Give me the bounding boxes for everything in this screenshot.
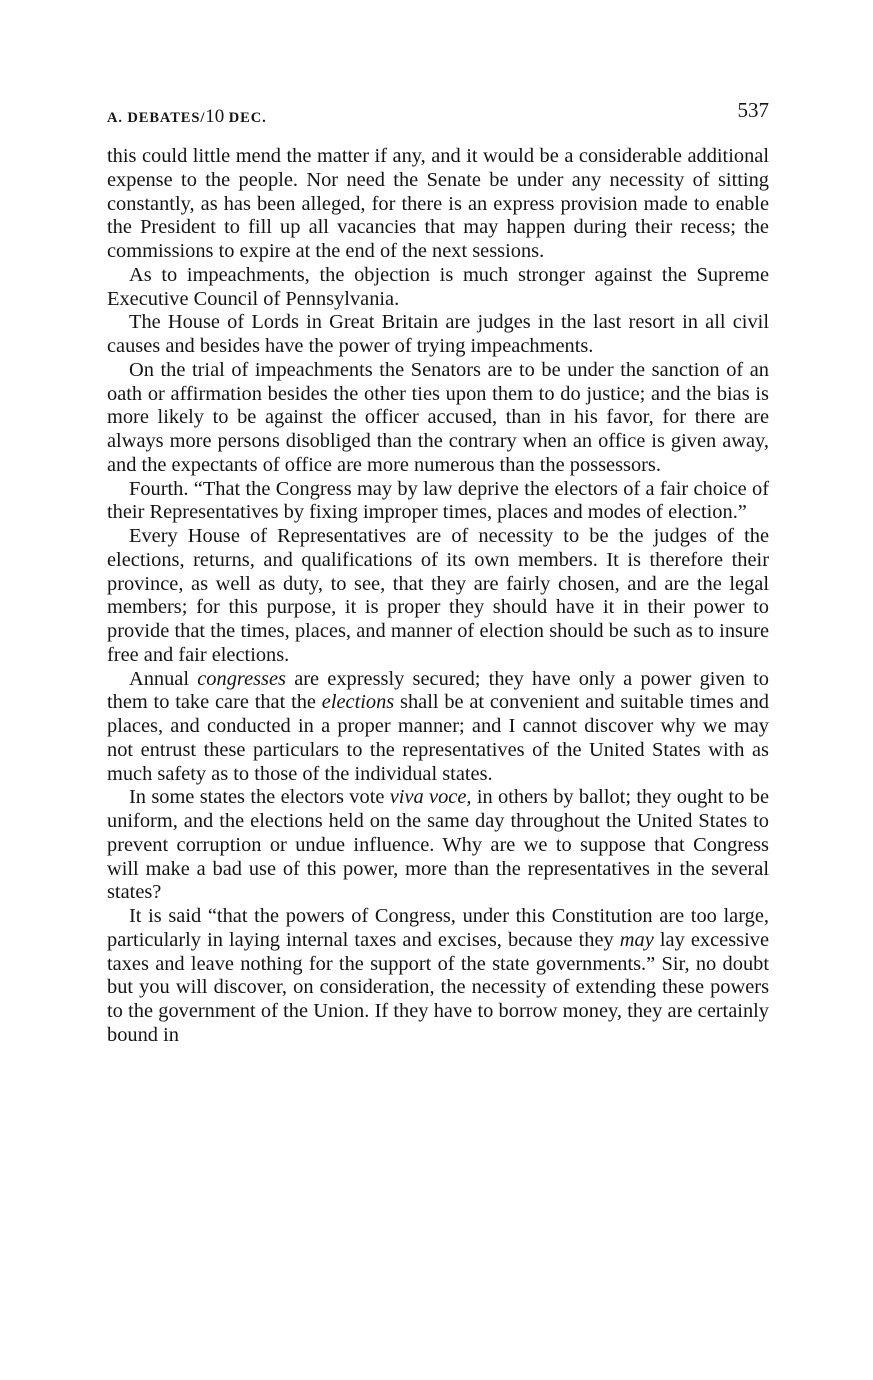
- section-number: 10: [205, 106, 225, 127]
- body-text: [107, 145, 769, 1048]
- paragraph-9: [107, 905, 769, 1048]
- paragraph-8-italic-viva-voce: viva voce,: [389, 786, 472, 809]
- paragraph-6: Every House of Representatives are of necessity to be the judges of the elections, returns, and qualifications of its own members. It is therefore their province, as well as duty, to see, that they are fairly chosen, and are the legal members; for this purpose, it is proper they should have it in their power to provide that the times, places, and manner of election should be such as to insure free and fair elections.: [107, 525, 769, 666]
- page-number: 537: [737, 98, 769, 122]
- paragraph-7-part-c: are expressly secured; they have only a power given to them to take care that the: [107, 667, 769, 714]
- running-head: [107, 98, 769, 128]
- section-prefix: A. DEBATES/: [107, 110, 206, 126]
- paragraph-9-part-a: It is said “that the powers of Congress, under this Constitution are too large, particularly in laying internal taxes and excises, because they: [107, 905, 769, 951]
- paragraph-8-part-a: In some states the electors vote: [129, 786, 390, 809]
- section-suffix: DEC.: [224, 110, 267, 126]
- paragraph-9-part-c: lay excessive taxes and leave nothing for the support of the state governments.” Sir, no doubt but you will discover, on consideration, the necessity of extending these powers to the government of the Union. If they have to borrow money, they are certainly bound in: [107, 928, 769, 1046]
- paragraph-7: [107, 668, 769, 787]
- paragraph-7-italic-congresses: congresses: [197, 667, 286, 690]
- paragraph-1: this could little mend the matter if any, and it would be a considerable additional expense to the people. Nor need the Senate be under any necessity of sitting constantly, as has been alleged, for there is an express provision made to enable the President to fill up all vacancies that may happen during their recess; the commissions to expire at the end of the next sessions.: [107, 145, 769, 262]
- paragraph-4: On the trial of impeachments the Senators are to be under the sanction of an oath or affirmation besides the other ties upon them to do justice; and the bias is more likely to be against the officer accused, than in his favor, for there are always more persons disobliged than the contrary when an office is given away, and the expectants of office are more numerous than the possessors.: [107, 358, 769, 476]
- paragraph-8-part-c: in others by ballot; they ought to be uniform, and the elections held on the same day throughout the United States to prevent corruption or undue influence. Why are we to suppose that Congress will make a bad use of this power, more than the representatives in the several states?: [107, 786, 769, 904]
- paragraph-2: As to impeachments, the objection is much stronger against the Supreme Executive Council of Pennsylvania.: [107, 263, 769, 310]
- paragraph-8: [107, 786, 769, 905]
- paragraph-9-italic-may: may: [619, 928, 654, 951]
- paragraph-7-part-e: shall be at convenient and suitable times and places, and conducted in a proper manner; and I cannot discover why we may not entrust these particulars to the representatives of the United States with as much safety as to those of the individual states.: [107, 691, 769, 785]
- paragraph-7-part-a: Annual: [129, 667, 198, 690]
- paragraph-3: The House of Lords in Great Britain are judges in the last resort in all civil causes and besides have the power of trying impeachments.: [107, 311, 769, 357]
- paragraph-7-italic-elections: elections: [321, 691, 395, 714]
- paragraph-5: Fourth. “That the Congress may by law deprive the electors of a fair choice of their Representatives by fixing improper times, places and modes of election.”: [107, 477, 769, 524]
- section-heading: [107, 106, 267, 128]
